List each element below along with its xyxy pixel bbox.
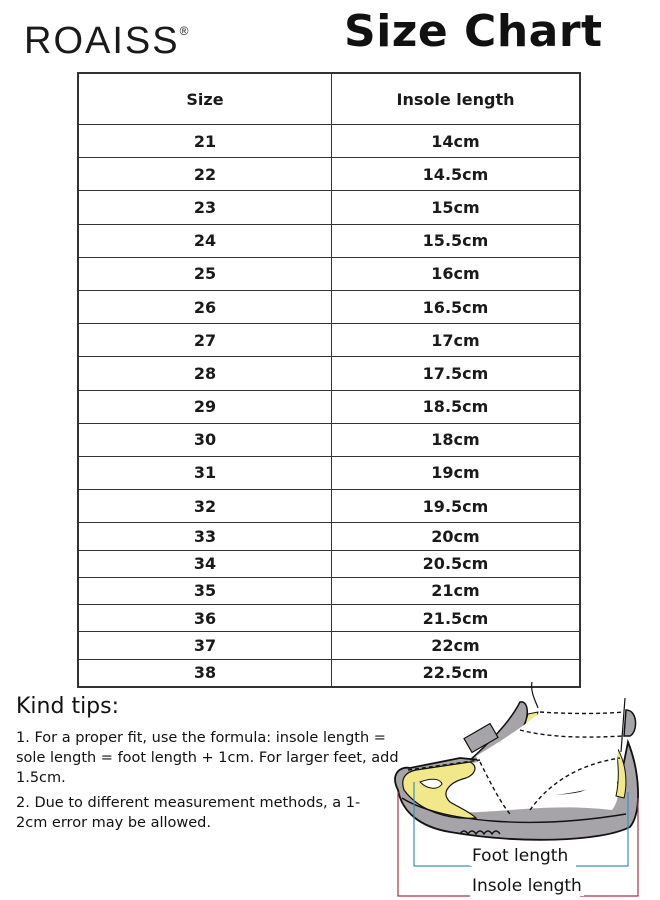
- brand-name: ROAISS: [24, 20, 180, 62]
- table-row: [78, 632, 580, 659]
- table-row: [78, 290, 580, 323]
- size-cell: 22: [78, 158, 332, 191]
- insole-length-label: Insole length: [472, 876, 582, 896]
- insole-cell: 18cm: [332, 423, 581, 456]
- insole-cell: 16cm: [332, 257, 581, 290]
- table-row: [78, 577, 580, 604]
- table-row: [78, 550, 580, 577]
- size-cell: 38: [78, 659, 332, 687]
- insole-cell: 20.5cm: [332, 550, 581, 577]
- insole-cell: 21cm: [332, 577, 581, 604]
- size-cell: 26: [78, 290, 332, 323]
- size-cell: 24: [78, 224, 332, 257]
- size-cell: 29: [78, 390, 332, 423]
- size-cell: 36: [78, 605, 332, 632]
- size-table: [77, 72, 581, 688]
- insole-cell: 17cm: [332, 324, 581, 357]
- foot-length-label: Foot length: [472, 846, 569, 866]
- size-cell: 34: [78, 550, 332, 577]
- size-cell: 27: [78, 324, 332, 357]
- page-title: Size Chart: [344, 6, 603, 57]
- tips-heading: Kind tips:: [16, 694, 120, 719]
- table-row: [78, 605, 580, 632]
- size-cell: 31: [78, 456, 332, 489]
- table-row: [78, 224, 580, 257]
- insole-cell: 22cm: [332, 632, 581, 659]
- insole-cell: 15.5cm: [332, 224, 581, 257]
- table-row: [78, 423, 580, 456]
- tip-item-2: 2. Due to different measurement methods, a 1-2cm error may be allowed.: [16, 795, 361, 831]
- brand-logo: [24, 20, 188, 63]
- insole-cell: 19.5cm: [332, 490, 581, 523]
- table-row: [78, 324, 580, 357]
- table-row: [78, 456, 580, 489]
- insole-cell: 17.5cm: [332, 357, 581, 390]
- tip-item-1: 1. For a proper fit, use the formula: insole length = sole length = foot length + 1cm. For larger feet, add 1.5cm.: [16, 730, 399, 786]
- insole-cell: 19cm: [332, 456, 581, 489]
- table-row: [78, 191, 580, 224]
- table-row: [78, 357, 580, 390]
- insole-cell: 14cm: [332, 125, 581, 158]
- size-cell: 28: [78, 357, 332, 390]
- column-header-insole-length: Insole length: [332, 73, 581, 125]
- table-row: [78, 523, 580, 550]
- insole-cell: 20cm: [332, 523, 581, 550]
- insole-cell: 14.5cm: [332, 158, 581, 191]
- table-row: [78, 158, 580, 191]
- registered-mark: ®: [179, 24, 189, 38]
- insole-cell: 15cm: [332, 191, 581, 224]
- table-row: [78, 125, 580, 158]
- table-row: [78, 490, 580, 523]
- insole-cell: 16.5cm: [332, 290, 581, 323]
- size-cell: 33: [78, 523, 332, 550]
- shoe-measurement-illustration: [380, 682, 660, 900]
- table-header-row: [78, 73, 580, 125]
- size-cell: 21: [78, 125, 332, 158]
- size-cell: 32: [78, 490, 332, 523]
- size-cell: 25: [78, 257, 332, 290]
- insole-cell: 22.5cm: [332, 659, 581, 687]
- size-cell: 30: [78, 423, 332, 456]
- size-cell: 35: [78, 577, 332, 604]
- table-row: [78, 390, 580, 423]
- table-row: [78, 257, 580, 290]
- column-header-size: Size: [78, 73, 332, 125]
- insole-cell: 21.5cm: [332, 605, 581, 632]
- size-cell: 23: [78, 191, 332, 224]
- size-cell: 37: [78, 632, 332, 659]
- insole-cell: 18.5cm: [332, 390, 581, 423]
